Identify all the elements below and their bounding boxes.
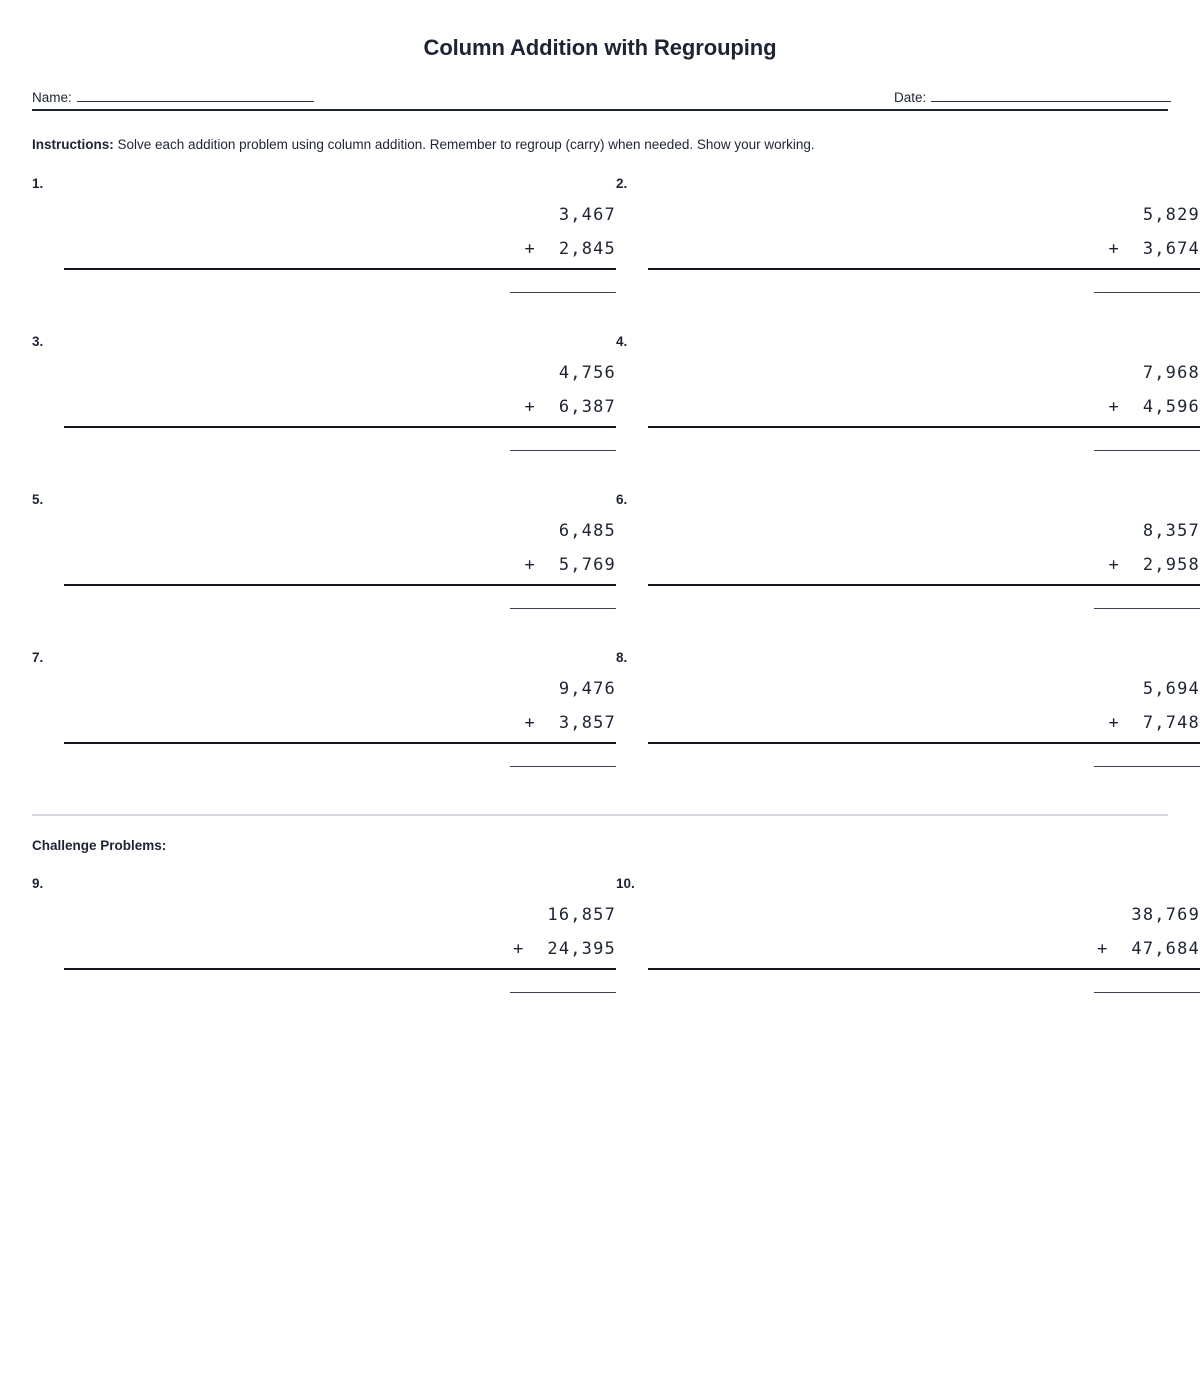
addend-second: + 3,674	[1108, 239, 1200, 259]
problem-number: 9.	[32, 876, 44, 891]
problem-item	[32, 874, 616, 1032]
sum-rule	[648, 426, 1200, 428]
addend-first: 6,485	[558, 521, 616, 541]
sum-rule	[64, 268, 616, 270]
addend-second: + 2,845	[524, 239, 616, 259]
problem-number: 3.	[32, 334, 44, 349]
sum-rule	[648, 584, 1200, 586]
sum-rule	[648, 968, 1200, 970]
addend-first: 38,769	[1131, 905, 1200, 925]
problem-body	[648, 514, 1200, 609]
answer-blank[interactable]	[510, 766, 616, 767]
addend-second: + 7,748	[1108, 713, 1200, 733]
sum-rule	[648, 742, 1200, 744]
date-field-group	[894, 88, 1171, 106]
answer-blank[interactable]	[1094, 992, 1200, 993]
addend-second: + 4,596	[1108, 397, 1200, 417]
addend-first: 5,829	[1142, 205, 1200, 225]
answer-blank[interactable]	[510, 992, 616, 993]
page-title: Column Addition with Regrouping	[423, 35, 777, 60]
addend-second: + 3,857	[524, 713, 616, 733]
addend-second: + 24,395	[513, 939, 616, 959]
name-write-in-line[interactable]	[77, 88, 314, 102]
sum-rule	[648, 268, 1200, 270]
answer-blank[interactable]	[510, 292, 616, 293]
instructions-label: Instructions:	[32, 137, 114, 152]
addend-first: 8,357	[1142, 521, 1200, 541]
problem-number: 7.	[32, 650, 44, 665]
answer-blank[interactable]	[1094, 766, 1200, 767]
answer-blank[interactable]	[1094, 450, 1200, 451]
answer-blank[interactable]	[1094, 292, 1200, 293]
instructions-text: Solve each addition problem using column addition. Remember to regroup (carry) when needed. Show your working.	[113, 137, 815, 152]
sum-rule	[64, 742, 616, 744]
problem-item	[32, 332, 616, 490]
problem-item	[32, 174, 616, 332]
challenge-problem-grid	[32, 874, 1200, 1032]
problem-item	[616, 648, 1200, 806]
addend-second: + 5,769	[524, 555, 616, 575]
addend-first: 9,476	[558, 679, 616, 699]
problem-number: 1.	[32, 176, 44, 191]
addend-first: 4,756	[558, 363, 616, 383]
addend-first: 5,694	[1142, 679, 1200, 699]
answer-blank[interactable]	[1094, 608, 1200, 609]
instructions	[32, 136, 1168, 154]
problem-body	[648, 898, 1200, 993]
date-label: Date:	[894, 90, 927, 105]
name-label: Name:	[32, 90, 72, 105]
answer-blank[interactable]	[510, 608, 616, 609]
sum-rule	[64, 426, 616, 428]
problem-body	[648, 672, 1200, 767]
problem-grid	[32, 174, 1200, 806]
name-date-row	[32, 83, 1168, 111]
sum-rule	[64, 584, 616, 586]
problem-item	[616, 174, 1200, 332]
addend-first: 3,467	[558, 205, 616, 225]
problem-number: 8.	[616, 650, 628, 665]
problem-item	[616, 332, 1200, 490]
problem-item	[616, 874, 1200, 1032]
problem-body	[64, 198, 616, 293]
section-divider	[32, 814, 1168, 816]
addend-second: + 47,684	[1097, 939, 1200, 959]
problem-number: 4.	[616, 334, 628, 349]
answer-blank[interactable]	[510, 450, 616, 451]
problem-body	[64, 898, 616, 993]
name-field-group	[32, 88, 314, 106]
problem-body	[648, 198, 1200, 293]
date-write-in-line[interactable]	[931, 88, 1171, 102]
problem-item	[616, 490, 1200, 648]
problem-number: 5.	[32, 492, 44, 507]
addend-second: + 2,958	[1108, 555, 1200, 575]
addend-first: 16,857	[547, 905, 616, 925]
problem-number: 6.	[616, 492, 628, 507]
addend-first: 7,968	[1142, 363, 1200, 383]
problem-item	[32, 648, 616, 806]
addend-second: + 6,387	[524, 397, 616, 417]
problem-body	[64, 514, 616, 609]
problem-body	[64, 672, 616, 767]
problem-number: 2.	[616, 176, 628, 191]
problem-body	[648, 356, 1200, 451]
sum-rule	[64, 968, 616, 970]
challenge-section-heading: Challenge Problems:	[32, 838, 167, 853]
problem-item	[32, 490, 616, 648]
problem-number: 10.	[616, 876, 635, 891]
problem-body	[64, 356, 616, 451]
